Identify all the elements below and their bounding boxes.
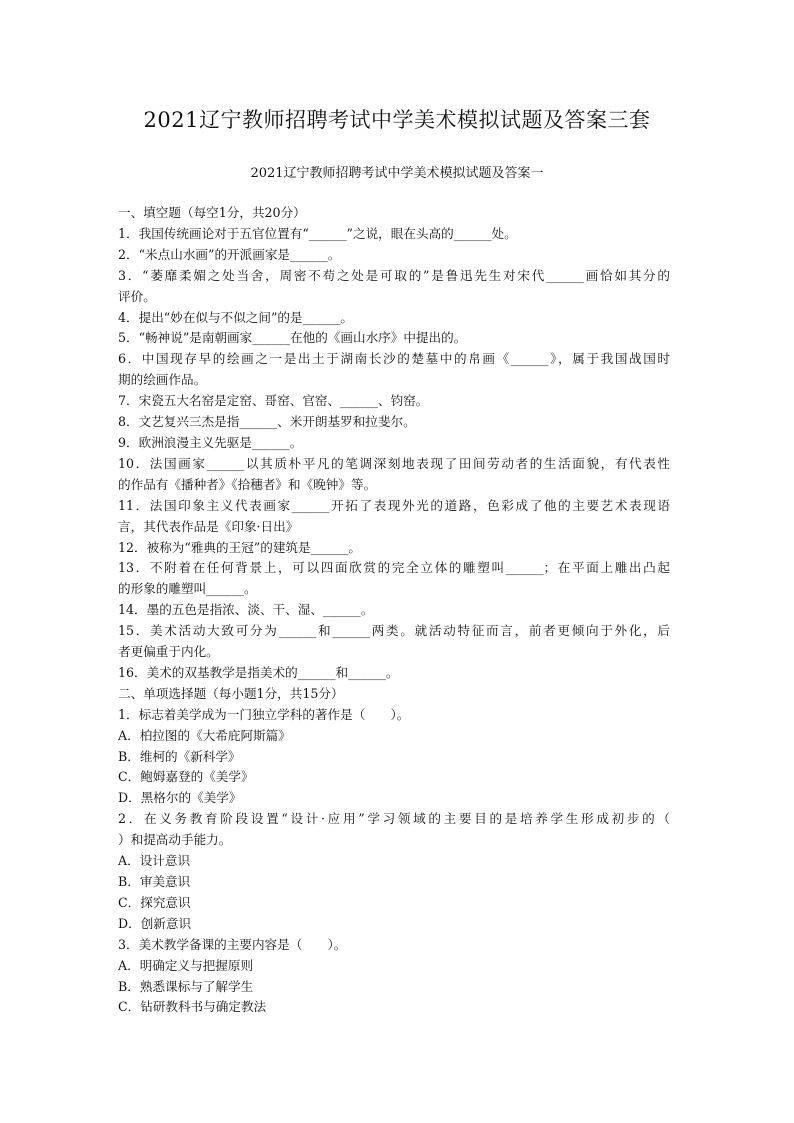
text-line: 一、填空题（每空1分，共20分） [118, 205, 306, 220]
text-line: B．维柯的《新科学》 [118, 748, 241, 764]
document-subtitle: 2021辽宁教师招聘考试中学美术模拟试题及答案一 [250, 166, 544, 181]
text-line: 9．欧洲浪漫主义先驱是______。 [118, 434, 303, 450]
text-line: 期的绘画作品。 [118, 372, 207, 388]
text-line: 1．我国传统画论对于五官位置有“______”之说，眼在头高的______处。 [118, 225, 517, 241]
text-line: 4．提出“妙在似与不似之间”的是______。 [118, 309, 353, 325]
text-line: B．熟悉课标与了解学生 [118, 978, 254, 994]
text-line: A．明确定义与把握原则 [118, 957, 254, 973]
text-line: C．鲍姆嘉登的《美学》 [118, 769, 254, 785]
document-body [118, 203, 670, 1018]
text-line: 评价。 [118, 288, 156, 304]
text-line: 8．文艺复兴三杰是指______、米开朗基罗和拉斐尔。 [118, 414, 416, 430]
text-line: C．探究意识 [118, 894, 191, 910]
text-line: 7．宋瓷五大名窑是定窑、哥窑、官窑、______、钧窑。 [118, 393, 429, 409]
text-line: 3．“萎靡柔媚之处当舍，周密不苟之处是可取的”是鲁迅先生对宋代______画恰如其分的 [118, 267, 670, 283]
text-line: 的作品有《播种者》《拾穗者》和《晚钟》等。 [118, 476, 377, 492]
text-line: 16．美术的双基教学是指美术的______和______。 [118, 664, 399, 680]
text-line: 6．中国现存早的绘画之一是出土于湖南长沙的楚墓中的帛画《______》，属于我国战国时 [118, 351, 670, 367]
text-line: 15．美术活动大致可分为______和______两类。就活动特征而言，前者更倾向于外化，后 [118, 623, 670, 639]
document-title: 2021辽宁教师招聘考试中学美术模拟试题及答案三套 [143, 108, 651, 132]
text-line: ）和提高动手能力。 [118, 832, 232, 848]
text-line: 2．“米点山水画”的开派画家是______。 [118, 246, 341, 262]
text-line: 言，其代表作品是《印象·日出》 [118, 518, 299, 534]
text-line: D．创新意识 [118, 915, 192, 931]
text-line: A．设计意识 [118, 853, 191, 869]
text-line: 1．标志着美学成为一门独立学科的著作是（ ）。 [118, 706, 410, 722]
text-line: 10．法国画家______以其质朴平凡的笔调深刻地表现了田间劳动者的生活面貌，有代表性 [118, 455, 670, 471]
text-line: 13．不附着在任何背景上，可以四面欣赏的完全立体的雕塑叫______；在平面上雕出凸起 [118, 560, 670, 576]
text-line: 11．法国印象主义代表画家______开拓了表现外光的道路，色彩成了他的主要艺术表现语 [118, 497, 670, 513]
text-line: 12．被称为“雅典的王冠”的建筑是______。 [118, 539, 361, 555]
text-line: A．柏拉图的《大希庇阿斯篇》 [118, 727, 291, 743]
text-line: 者更偏重于内化。 [118, 644, 219, 660]
text-line: B．审美意识 [118, 874, 191, 889]
text-line: 2．在义务教育阶段设置“设计·应用”学习领域的主要目的是培养学生形成初步的（ [118, 811, 670, 827]
text-line: 的形象的雕塑叫______。 [118, 581, 257, 597]
text-line: 3．美术教学备课的主要内容是（ ）。 [118, 936, 347, 952]
text-line: 14．墨的五色是指浓、淡、干、湿、______。 [118, 602, 374, 618]
text-line: D．黑格尔的《美学》 [118, 790, 242, 806]
text-line: 二、单项选择题（每小题1分，共15分） [118, 685, 344, 701]
text-line: C．钻研教科书与确定教法 [118, 999, 267, 1015]
text-line: 5．“畅神说”是南朝画家______在他的《画山水序》中提出的。 [118, 330, 467, 346]
